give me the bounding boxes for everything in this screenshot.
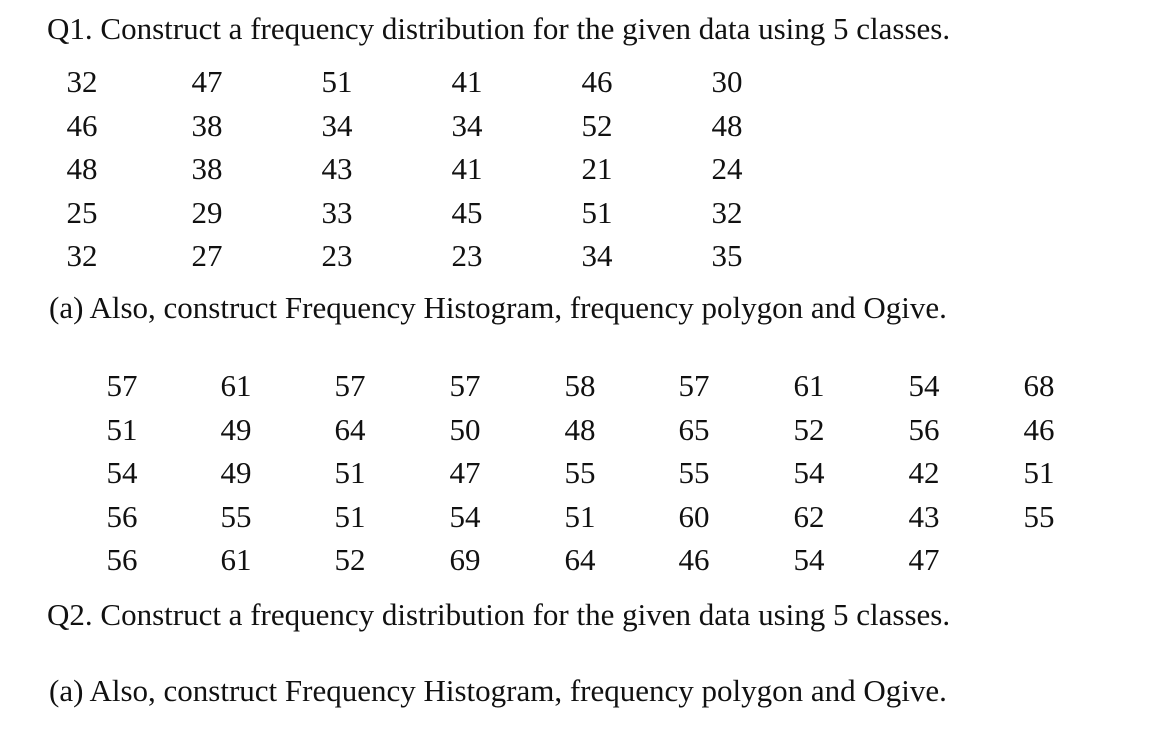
data-value: 43 — [321, 151, 353, 186]
data-value: 69 — [449, 542, 481, 577]
data-value: 47 — [449, 455, 481, 490]
data-value: 65 — [678, 411, 710, 447]
data-value: 58 — [564, 368, 596, 403]
data-value: 32 — [66, 238, 98, 273]
data-value: 54 — [793, 542, 825, 577]
data-value: 32 — [66, 64, 98, 99]
data-value: 46 — [678, 542, 710, 577]
data-value: 48 — [66, 151, 98, 186]
data-value: 55 — [1023, 498, 1055, 534]
data-value: 38 — [191, 107, 223, 143]
data-value: 48 — [711, 107, 743, 143]
data-value: 29 — [191, 194, 223, 230]
data-value: 34 — [321, 107, 353, 143]
data-value: 57 — [106, 368, 138, 403]
data-value: 55 — [220, 498, 252, 534]
data-value: 51 — [106, 411, 138, 447]
data-value: 51 — [334, 455, 366, 490]
data-value: 64 — [564, 542, 596, 577]
data-value: 54 — [106, 455, 138, 490]
data-value: 55 — [678, 455, 710, 490]
data-value: 46 — [581, 64, 613, 99]
data-value: 57 — [449, 368, 481, 403]
data-value: 35 — [711, 238, 743, 273]
data-value: 23 — [321, 238, 353, 273]
data-value: 48 — [564, 411, 596, 447]
data-value: 61 — [220, 542, 252, 577]
data-value: 51 — [564, 498, 596, 534]
q2-part-a-instruction: (a) Also, construct Frequency Histogram, frequency polygon and Ogive. — [49, 673, 947, 708]
q1-part-a-instruction: (a) Also, construct Frequency Histogram, frequency polygon and Ogive. — [49, 290, 947, 325]
data-value: 21 — [581, 151, 613, 186]
data-value: 43 — [908, 498, 940, 534]
data-value: 56 — [908, 411, 940, 447]
q1-data-table — [52, 64, 757, 282]
data-value: 32 — [711, 194, 743, 230]
data-value: 51 — [334, 498, 366, 534]
data-value: 62 — [793, 498, 825, 534]
data-value: 47 — [191, 64, 223, 99]
data-value: 49 — [220, 455, 252, 490]
data-value: 56 — [106, 498, 138, 534]
data-value: 46 — [1023, 411, 1055, 447]
data-value: 30 — [711, 64, 743, 99]
data-value: 54 — [908, 368, 940, 403]
data-value: 55 — [564, 455, 596, 490]
data-value: 33 — [321, 194, 353, 230]
data-value: 38 — [191, 151, 223, 186]
data-value: 54 — [793, 455, 825, 490]
data-value: 51 — [1023, 455, 1055, 490]
data-value: 52 — [334, 542, 366, 577]
data-value: 41 — [451, 64, 483, 99]
data-value: 61 — [220, 368, 252, 403]
data-value: 52 — [581, 107, 613, 143]
q1-title: Q1. Construct a frequency distribution for the given data using 5 classes. — [47, 11, 951, 46]
data-value: 68 — [1023, 368, 1055, 403]
data-value: 49 — [220, 411, 252, 447]
data-value: 61 — [793, 368, 825, 403]
data-value: 46 — [66, 107, 98, 143]
data-value: 51 — [581, 194, 613, 230]
data-value: 51 — [321, 64, 353, 99]
data-value: 41 — [451, 151, 483, 186]
data-value: 47 — [908, 542, 940, 577]
data-value: 42 — [908, 455, 940, 490]
data-value: 64 — [334, 411, 366, 447]
q2-data-table — [92, 368, 1069, 586]
data-value: 57 — [334, 368, 366, 403]
data-value: 25 — [66, 194, 98, 230]
data-value: 60 — [678, 498, 710, 534]
data-value: 23 — [451, 238, 483, 273]
data-value: 24 — [711, 151, 743, 186]
data-value: 45 — [451, 194, 483, 230]
data-value: 34 — [581, 238, 613, 273]
data-value: 57 — [678, 368, 710, 403]
data-value: 34 — [451, 107, 483, 143]
data-value: 27 — [191, 238, 223, 273]
q2-title: Q2. Construct a frequency distribution for the given data using 5 classes. — [47, 597, 951, 632]
data-value: 50 — [449, 411, 481, 447]
data-value: 52 — [793, 411, 825, 447]
data-value: 56 — [106, 542, 138, 577]
data-value: 54 — [449, 498, 481, 534]
